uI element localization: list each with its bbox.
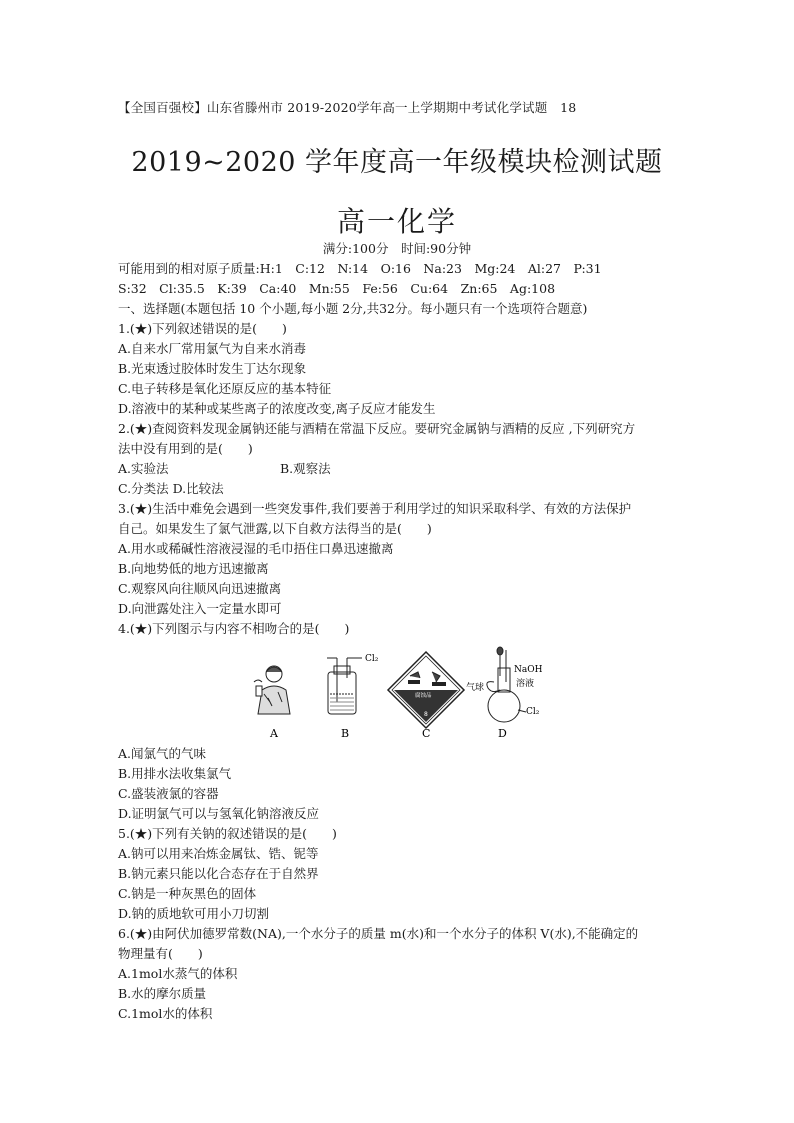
figure-label-a: A	[270, 727, 278, 740]
option: D.证明氯气可以与氢氧化钠溶液反应	[118, 806, 320, 821]
cl2-label: Cl₂	[526, 707, 540, 717]
question-stem: 2.(★)查阅资料发现金属钠还能与酒精在常温下反应。要研究金属钠与酒精的反应 ,下列研究方	[118, 421, 636, 436]
option: C.钠是一种灰黑色的固体	[118, 886, 257, 901]
option: B.用排水法收集氯气	[118, 766, 232, 781]
hazard-class: 8	[424, 711, 428, 718]
question-stem: 物理量有( )	[118, 946, 203, 961]
option: B.钠元素只能以化合态存在于自然界	[118, 866, 319, 881]
exam-body	[118, 259, 698, 1024]
subject-title: 高一化学	[336, 205, 457, 238]
person-smelling-icon	[254, 666, 290, 714]
option: D.向泄露处注入一定量水即可	[118, 601, 282, 616]
atomic-mass-line: S:32 Cl:35.5 K:39 Ca:40 Mn:55 Fe:56 Cu:64 Zn:65 Ag:108	[118, 281, 556, 296]
option: C.观察风向往顺风向迅速撤离	[118, 581, 282, 596]
section-heading: 一、选择题(本题包括 10 个小题,每小题 2分,共32分。每小题只有一个选项符合题意)	[118, 301, 588, 316]
option: A.钠可以用来冶炼金属钛、锆、铌等	[118, 846, 319, 861]
option: A.实验法	[118, 461, 169, 476]
option: C.1mol水的体积	[118, 1006, 213, 1021]
gas-bottle-icon	[327, 658, 362, 714]
option: A.1mol水蒸气的体积	[118, 966, 238, 981]
option: C.电子转移是氧化还原反应的基本特征	[118, 381, 332, 396]
question-stem: 3.(★)生活中难免会遇到一些突发事件,我们要善于利用学过的知识采取科学、有效的方法保护	[118, 501, 632, 516]
option: A.用水或稀碱性溶液浸湿的毛巾捂住口鼻迅速撤离	[118, 541, 394, 556]
option-row	[118, 459, 698, 479]
score-time-info: 满分:100分 时间:90分钟	[322, 241, 472, 256]
balloon-label: 气球	[466, 683, 485, 693]
question-stem: 5.(★)下列有关钠的叙述错误的是( )	[118, 826, 337, 841]
figure-label-b: B	[341, 727, 350, 740]
option: B.向地势低的地方迅速撤离	[118, 561, 269, 576]
exam-title: 2019~2020 学年度高一年级模块检测试题	[131, 147, 663, 178]
option: A.闻氯气的气味	[118, 746, 207, 761]
q4-figure-svg	[248, 646, 543, 740]
question-stem: 4.(★)下列图示与内容不相吻合的是( )	[118, 621, 350, 636]
figure-label-d: D	[498, 727, 507, 740]
corrosive-label: 腐蚀品	[415, 693, 432, 699]
option: B.光束透过胶体时发生丁达尔现象	[118, 361, 307, 376]
option: B.水的摩尔质量	[118, 986, 207, 1001]
question-stem: 法中没有用到的是( )	[118, 441, 253, 456]
q4-figure	[248, 646, 543, 740]
cl2-label: Cl₂	[365, 654, 379, 664]
option: B.观察法	[280, 461, 331, 476]
solution-label: 溶液	[516, 679, 535, 689]
option: D.溶液中的某种或某些离子的浓度改变,离子反应才能发生	[118, 401, 436, 416]
option: C.盛装液氯的容器	[118, 786, 219, 801]
option: D.钠的质地软可用小刀切割	[118, 906, 270, 921]
question-stem: 自己。如果发生了氯气泄露,以下自救方法得当的是( )	[118, 521, 432, 536]
question-stem: 6.(★)由阿伏加德罗常数(NA),一个水分子的质量 m(水)和一个水分子的体积 V(水),不能确定的	[118, 926, 639, 941]
source-header: 【全国百强校】山东省滕州市 2019-2020学年高一上学期期中考试化学试题 18	[118, 100, 577, 115]
option: C.分类法 D.比较法	[118, 481, 224, 496]
atomic-mass-line: 可能用到的相对原子质量:H:1 C:12 N:14 O:16 Na:23 Mg:24 Al:27 P:31	[118, 261, 602, 276]
naoh-label: NaOH	[514, 665, 543, 675]
question-stem: 1.(★)下列叙述错误的是( )	[118, 321, 287, 336]
option: A.自来水厂常用氯气为自来水消毒	[118, 341, 307, 356]
figure-label-c: C	[422, 727, 431, 740]
